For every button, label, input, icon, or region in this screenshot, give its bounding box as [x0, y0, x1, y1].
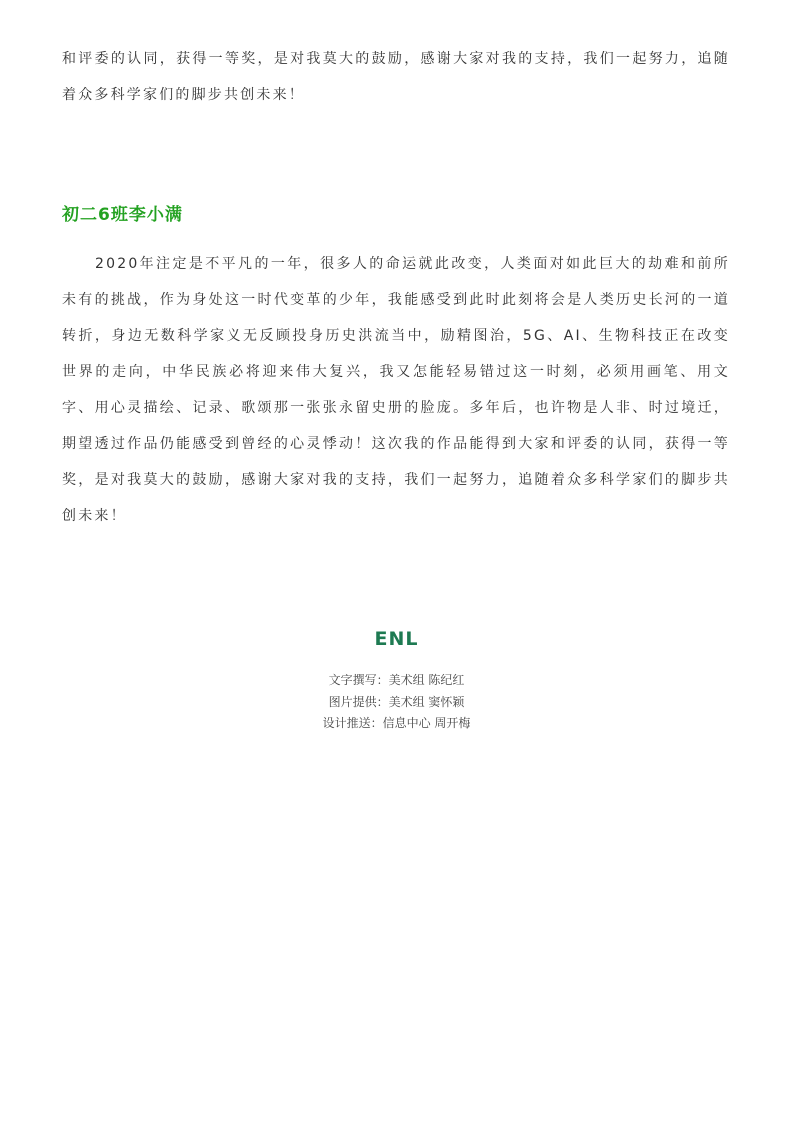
- credit-design: 设计推送：信息中心 周开梅: [322, 716, 471, 730]
- section-body-paragraph: 2020年注定是不平凡的一年，很多人的命运就此改变，人类面对如此巨大的劫难和前所未有的挑战，作为身处这一时代变革的少年，我能感受到此时此刻将会是人类历史长河的一道转折，身边无数科学家义无反顾投身历史洪流当中，励精图治，5G、AI、生物科技正在改变世界的走向，中华民族必将迎来伟大复兴，我又怎能轻易错过这一时刻，必须用画笔、用文字、用心灵描绘、记录、歌颂那一张张永留史册的脸庞。多年后，也许物是人非、时过境迁，期望透过作品仍能感受到曾经的心灵悸动！这次我的作品能得到大家和评委的认同，获得一等奖，是对我莫大的鼓励，感谢大家对我的支持，我们一起努力，追随着众多科学家们的脚步共创未来！: [62, 256, 730, 524]
- section-heading: 初二6班李小满: [62, 205, 183, 225]
- footer-logo: ENL: [374, 628, 419, 650]
- intro-paragraph-continuation: 和评委的认同，获得一等奖，是对我莫大的鼓励，感谢大家对我的支持，我们一起努力，追随着众多科学家们的脚步共创未来！: [62, 51, 730, 103]
- footer-credits: [0, 670, 793, 735]
- credit-writer: 文字撰写：美术组 陈纪红: [328, 673, 465, 687]
- credit-images: 图片提供：美术组 窦怀颖: [328, 694, 465, 709]
